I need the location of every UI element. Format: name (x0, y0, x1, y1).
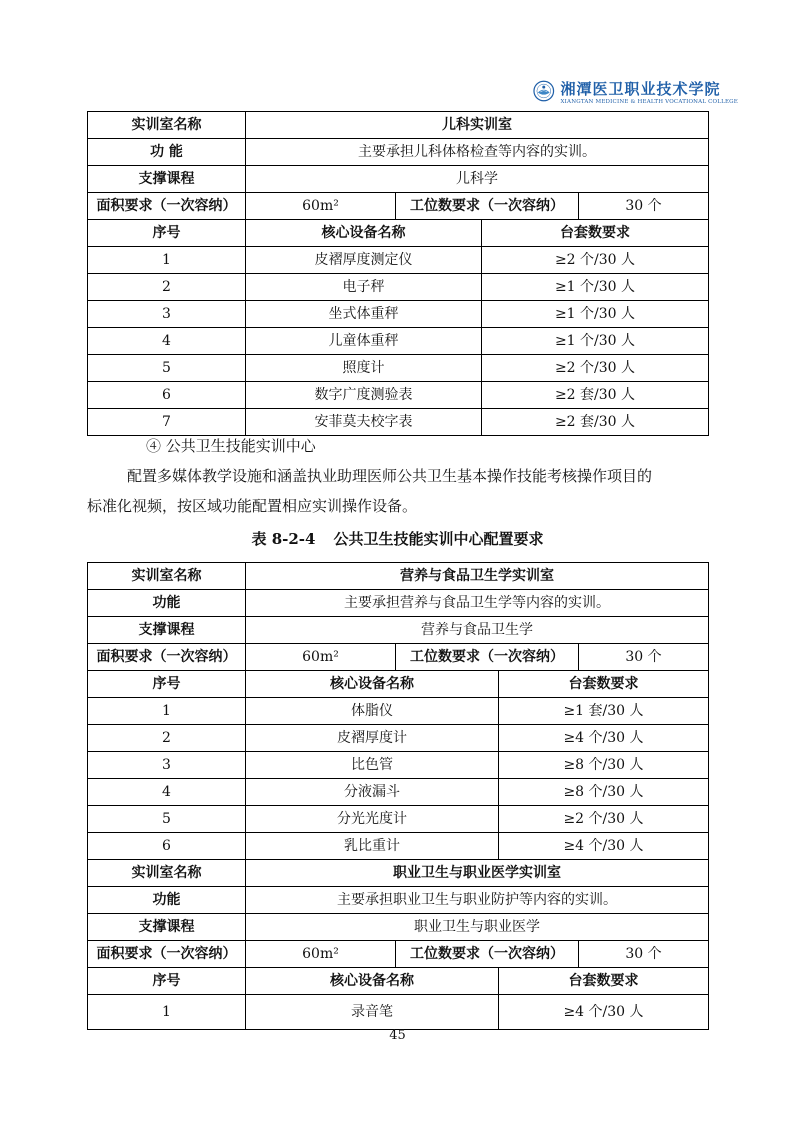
col-header-equipment: 核心设备名称 (246, 671, 499, 698)
station-value: 30 个 (579, 941, 709, 968)
station-label: 工位数要求（一次容纳） (396, 193, 579, 220)
page-number: 45 (389, 1028, 406, 1043)
table-row (88, 914, 709, 941)
row-equipment: 照度计 (246, 355, 482, 382)
row-equipment: 坐式体重秤 (246, 301, 482, 328)
room-name-label: 实训室名称 (88, 563, 246, 590)
section-paragraph-line2: 标准化视频，按区域功能配置相应实训操作设备。 (87, 497, 418, 515)
row-quantity: ≥2 个/30 人 (482, 355, 709, 382)
school-seal-icon (533, 69, 555, 113)
section-paragraph-line1: 配置多媒体教学设施和涵盖执业助理医师公共卫生基本操作技能考核操作项目的 (127, 467, 653, 485)
row-no: 5 (88, 355, 246, 382)
row-no: 4 (88, 328, 246, 355)
table-row (88, 698, 709, 725)
row-equipment: 体脂仪 (246, 698, 499, 725)
course-label: 支撑课程 (88, 914, 246, 941)
table-row (88, 779, 709, 806)
row-equipment: 分液漏斗 (246, 779, 499, 806)
row-equipment: 数字广度测验表 (246, 382, 482, 409)
table-row (88, 725, 709, 752)
row-equipment: 安菲莫夫校字表 (246, 409, 482, 436)
row-equipment: 皮褶厚度计 (246, 725, 499, 752)
row-no: 2 (88, 274, 246, 301)
course-value: 职业卫生与职业医学 (246, 914, 709, 941)
course-label: 支撑课程 (88, 166, 246, 193)
table-caption-number: 表 8-2-4 (251, 530, 316, 548)
col-header-quantity: 台套数要求 (499, 968, 709, 995)
row-no: 5 (88, 806, 246, 833)
area-value: 60m² (246, 644, 396, 671)
col-header-quantity: 台套数要求 (482, 220, 709, 247)
area-label: 面积要求（一次容纳） (88, 941, 246, 968)
table-caption-title: 公共卫生技能实训中心配置要求 (333, 530, 544, 548)
col-header-equipment: 核心设备名称 (246, 968, 499, 995)
function-label: 功能 (88, 887, 246, 914)
table-row (88, 887, 709, 914)
section-heading: ④ 公共卫生技能实训中心 (146, 437, 316, 455)
function-label: 功能 (88, 590, 246, 617)
room-name-value: 职业卫生与职业医学实训室 (246, 860, 709, 887)
table-row (88, 166, 709, 193)
col-header-no: 序号 (88, 671, 246, 698)
function-value: 主要承担儿科体格检查等内容的实训。 (246, 139, 709, 166)
table-row (88, 247, 709, 274)
table-header-row (88, 220, 709, 247)
row-no: 1 (88, 995, 246, 1030)
table-row (88, 617, 709, 644)
table-row (88, 590, 709, 617)
course-value: 营养与食品卫生学 (246, 617, 709, 644)
row-no: 4 (88, 779, 246, 806)
station-label: 工位数要求（一次容纳） (396, 941, 579, 968)
room-name-label: 实训室名称 (88, 860, 246, 887)
row-quantity: ≥8 个/30 人 (499, 752, 709, 779)
school-logo (533, 68, 738, 114)
row-quantity: ≥1 个/30 人 (482, 301, 709, 328)
row-no: 6 (88, 382, 246, 409)
course-value: 儿科学 (246, 166, 709, 193)
table-row (88, 860, 709, 887)
row-equipment: 皮褶厚度测定仪 (246, 247, 482, 274)
pediatrics-lab-table (87, 111, 709, 436)
row-equipment: 电子秤 (246, 274, 482, 301)
table-row (88, 409, 709, 436)
room-name-label: 实训室名称 (88, 112, 246, 139)
table-header-row (88, 968, 709, 995)
room-name-value: 营养与食品卫生学实训室 (246, 563, 709, 590)
row-no: 7 (88, 409, 246, 436)
table-row (88, 806, 709, 833)
table-row (88, 833, 709, 860)
col-header-no: 序号 (88, 968, 246, 995)
function-value: 主要承担营养与食品卫生学等内容的实训。 (246, 590, 709, 617)
area-value: 60m² (246, 193, 396, 220)
course-label: 支撑课程 (88, 617, 246, 644)
area-label: 面积要求（一次容纳） (88, 193, 246, 220)
row-equipment: 分光光度计 (246, 806, 499, 833)
station-label: 工位数要求（一次容纳） (396, 644, 579, 671)
row-quantity: ≥1 个/30 人 (482, 274, 709, 301)
area-value: 60m² (246, 941, 396, 968)
row-quantity: ≥2 个/30 人 (499, 806, 709, 833)
col-header-equipment: 核心设备名称 (246, 220, 482, 247)
row-equipment: 录音笔 (246, 995, 499, 1030)
table-header-row (88, 671, 709, 698)
row-quantity: ≥8 个/30 人 (499, 779, 709, 806)
row-quantity: ≥2 套/30 人 (482, 409, 709, 436)
row-no: 6 (88, 833, 246, 860)
table-row (88, 382, 709, 409)
row-equipment: 比色管 (246, 752, 499, 779)
function-label: 功 能 (88, 139, 246, 166)
table-row (88, 355, 709, 382)
row-quantity: ≥1 套/30 人 (499, 698, 709, 725)
row-quantity: ≥4 个/30 人 (499, 725, 709, 752)
table-caption (87, 528, 708, 549)
table-row (88, 301, 709, 328)
school-name-en: XIANGTAN MEDICINE & HEALTH VOCATIONAL COLLEGE (560, 98, 738, 105)
station-value: 30 个 (579, 644, 709, 671)
table-row (88, 274, 709, 301)
table-row (88, 752, 709, 779)
col-header-quantity: 台套数要求 (499, 671, 709, 698)
function-value: 主要承担职业卫生与职业防护等内容的实训。 (246, 887, 709, 914)
col-header-no: 序号 (88, 220, 246, 247)
room-name-value: 儿科实训室 (246, 112, 709, 139)
row-no: 1 (88, 698, 246, 725)
row-quantity: ≥4 个/30 人 (499, 995, 709, 1030)
school-name-cn: 湘潭医卫职业技术学院 (560, 79, 721, 98)
table-row (88, 644, 709, 671)
row-no: 3 (88, 752, 246, 779)
table-row (88, 328, 709, 355)
row-quantity: ≥4 个/30 人 (499, 833, 709, 860)
table-row (88, 995, 709, 1030)
table-row (88, 139, 709, 166)
row-no: 2 (88, 725, 246, 752)
table-row (88, 563, 709, 590)
row-quantity: ≥2 套/30 人 (482, 382, 709, 409)
row-quantity: ≥2 个/30 人 (482, 247, 709, 274)
station-value: 30 个 (579, 193, 709, 220)
row-no: 3 (88, 301, 246, 328)
area-label: 面积要求（一次容纳） (88, 644, 246, 671)
row-equipment: 乳比重计 (246, 833, 499, 860)
table-row (88, 193, 709, 220)
public-health-lab-table (87, 562, 709, 1030)
row-quantity: ≥1 个/30 人 (482, 328, 709, 355)
row-equipment: 儿童体重秤 (246, 328, 482, 355)
row-no: 1 (88, 247, 246, 274)
table-row (88, 941, 709, 968)
table-row (88, 112, 709, 139)
